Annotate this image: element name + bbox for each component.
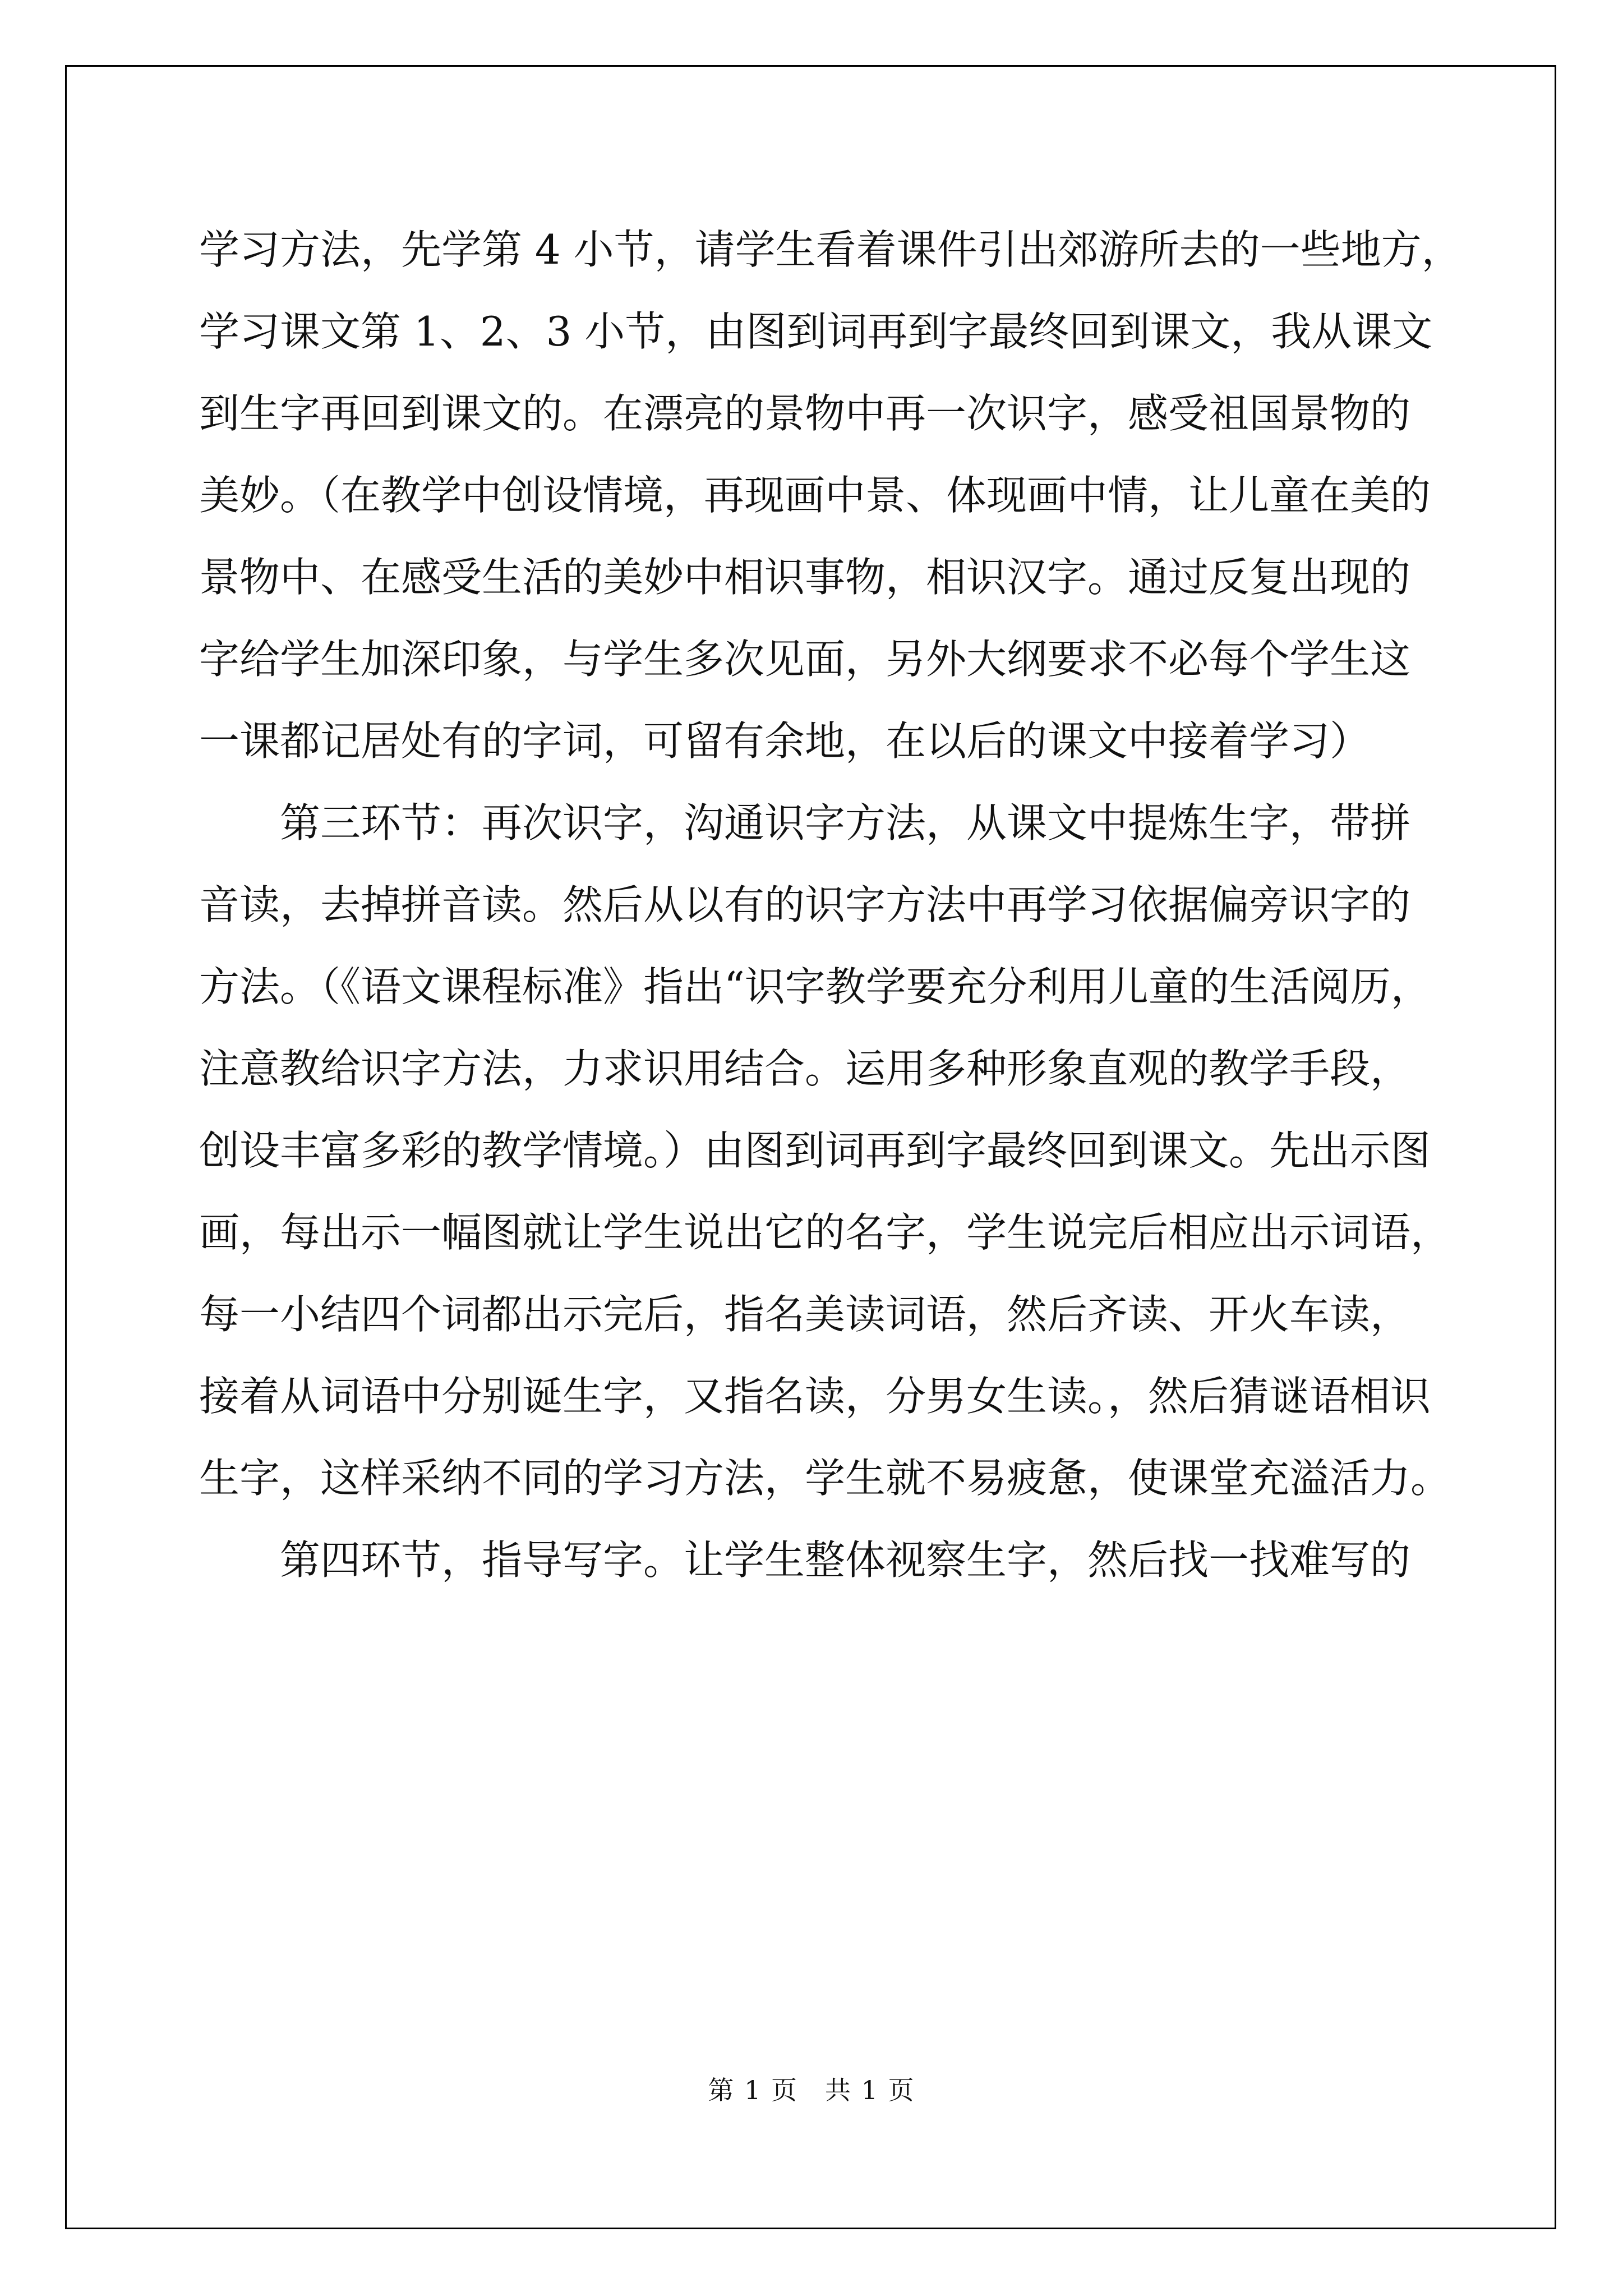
text-line-10: 方法。（《语文课程标准》指出“识字教学要充分利用儿童的生活阅历，	[199, 963, 1431, 1010]
text-line-7: 一课都记居处有的字词，可留有余地，在以后的课文中接着学习）	[199, 717, 1371, 765]
text-line-3: 到生字再回到课文的。在漂亮的景物中再一次识字，感受祖国景物的	[199, 390, 1411, 437]
document-body	[199, 209, 1462, 1601]
text-line-15: 接着从词语中分别诞生字，又指名读，分男女生读。，然后猜谜语相识	[199, 1373, 1431, 1420]
text-line-6: 字给学生加深印象，与学生多次见面，另外大纲要求不必每个学生这	[199, 636, 1411, 683]
text-line-4: 美妙。（在教学中创设情境，再现画中景、体现画中情，让儿童在美的	[199, 472, 1431, 519]
text-line-16: 生字，这样采纳不同的学习方法，学生就不易疲惫，使课堂充溢活力。	[199, 1455, 1451, 1502]
text-line-8: 第三环节：再次识字，沟通识字方法，从课文中提炼生字，带拼	[280, 799, 1411, 846]
text-line-17: 第四环节，指导写字。让学生整体视察生字，然后找一找难写的	[280, 1536, 1411, 1584]
text-line-13: 画，每出示一幅图就让学生说出它的名字，学生说完后相应出示词语，	[199, 1209, 1451, 1256]
text-line-1: 学习方法，先学第 4 小节，请学生看着课件引出郊游所去的一些地方，	[199, 226, 1462, 273]
text-line-9: 音读，去掉拼音读。然后从以有的识字方法中再学习依据偏旁识字的	[199, 881, 1411, 928]
text-line-2: 学习课文第 1、2、3 小节，由图到词再到字最终回到课文，我从课文	[199, 308, 1433, 355]
text-line-11: 注意教给识字方法，力求识用结合。运用多种形象直观的教学手段，	[199, 1045, 1411, 1092]
text-line-5: 景物中、在感受生活的美妙中相识事物，相识汉字。通过反复出现的	[199, 554, 1411, 601]
text-line-12: 创设丰富多彩的教学情境。）由图到词再到字最终回到课文。先出示图	[199, 1127, 1431, 1174]
text-line-14: 每一小结四个词都出示完后，指名美读词语，然后齐读、开火车读，	[199, 1291, 1411, 1338]
page-number-footer: 第 1 页 共 1 页	[708, 2075, 915, 2105]
